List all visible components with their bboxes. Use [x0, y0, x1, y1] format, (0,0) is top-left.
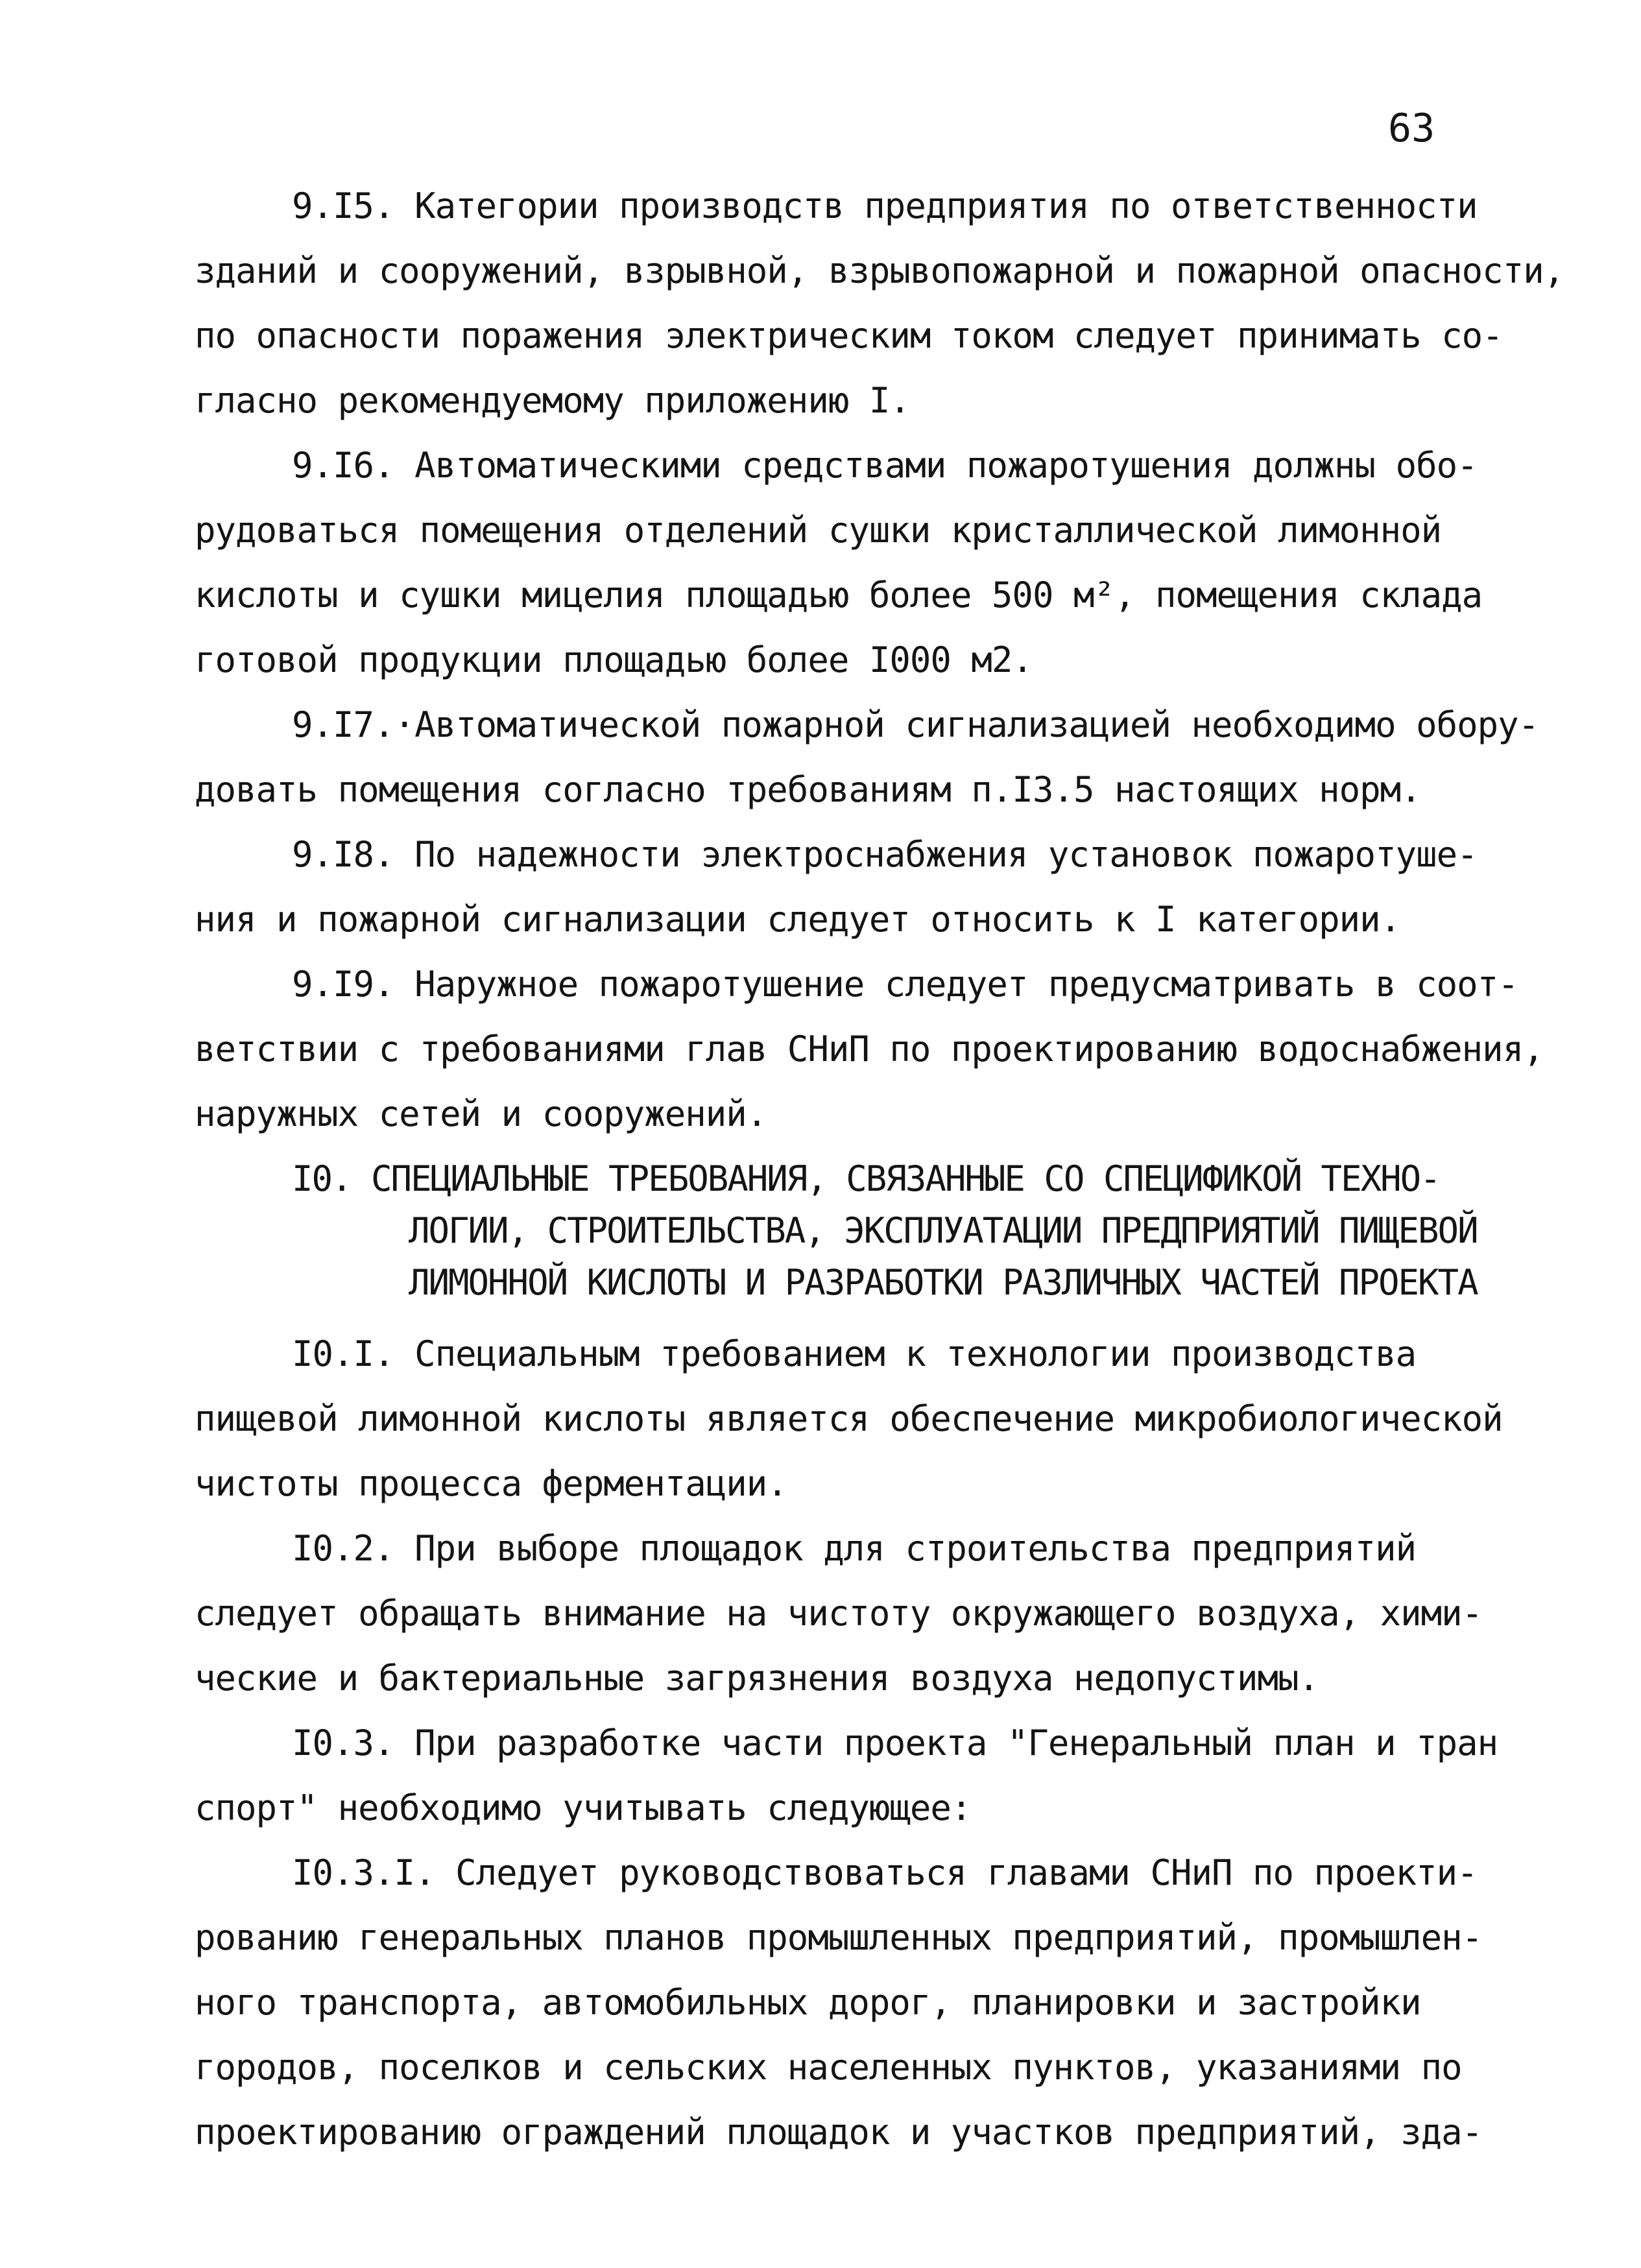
- paragraph-9-19-line-1: 9.I9. Наружное пожаротушение следует предусматривать в соот-: [292, 964, 1518, 1005]
- paragraph-10-1-line-2: пищевой лимонной кислоты является обеспечение микробиологической: [195, 1398, 1503, 1439]
- paragraph-9-15-line-3: по опасности поражения электрическим током следует принимать со-: [195, 315, 1503, 356]
- paragraph-10-3-1-line-2: рованию генеральных планов промышленных предприятий, промышлен-: [195, 1917, 1483, 1958]
- paragraph-9-18-line-1: 9.I8. По надежности электроснабжения установок пожаротуше-: [292, 834, 1478, 875]
- paragraph-10-2-line-3: ческие и бактериальные загрязнения воздуха недопустимы.: [195, 1658, 1319, 1699]
- paragraph-10-1-line-1: I0.I. Специальным требованием к технологии производства: [292, 1333, 1417, 1374]
- paragraph-10-3-1-line-5: проектированию ограждений площадок и участков предприятий, зда-: [195, 2112, 1483, 2153]
- paragraph-9-16-line-1: 9.I6. Автоматическими средствами пожаротушения должны обо-: [292, 445, 1478, 486]
- paragraph-9-17-line-2: довать помещения согласно требованиям п.I3.5 настоящих норм.: [195, 769, 1421, 810]
- paragraph-10-3-line-1: I0.3. При разработке части проекта "Генеральный план и тран: [292, 1723, 1498, 1763]
- paragraph-10-3-line-2: спорт" необходимо учитывать следующее:: [195, 1787, 972, 1828]
- paragraph-10-1-line-3: чистоты процесса ферментации.: [195, 1463, 787, 1504]
- paragraph-9-16-line-2: рудоваться помещения отделений сушки кристаллической лимонной: [195, 510, 1442, 551]
- paragraph-9-17-line-1: 9.I7.·Автоматической пожарной сигнализацией необходимо обору-: [292, 704, 1539, 745]
- paragraph-9-15-line-2: зданий и сооружений, взрывной, взрывопожарной и пожарной опасности,: [195, 250, 1564, 291]
- paragraph-9-15-line-1: 9.I5. Категории производств предприятия по ответственности: [292, 185, 1478, 226]
- section-10-heading-line-2: ЛОГИИ, СТРОИТЕЛЬСТВА, ЭКСПЛУАТАЦИИ ПРЕДПРИЯТИЙ ПИЩЕВОЙ: [409, 1210, 1478, 1251]
- paragraph-10-3-1-line-4: городов, поселков и сельских населенных пунктов, указаниями по: [195, 2047, 1462, 2088]
- paragraph-9-16-line-4: готовой продукции площадью более I000 м2.: [195, 639, 1033, 680]
- paragraph-9-19-line-3: наружных сетей и сооружений.: [195, 1093, 767, 1134]
- paragraph-9-16-line-3: кислоты и сушки мицелия площадью более 500 м², помещения склада: [195, 575, 1483, 615]
- section-10-heading-line-3: ЛИМОННОЙ КИСЛОТЫ И РАЗРАБОТКИ РАЗЛИЧНЫХ ЧАСТЕЙ ПРОЕКТА: [409, 1262, 1478, 1303]
- paragraph-9-19-line-2: ветствии с требованиями глав СНиП по проектированию водоснабжения,: [195, 1029, 1544, 1069]
- paragraph-10-2-line-1: I0.2. При выборе площадок для строительства предприятий: [292, 1528, 1417, 1569]
- page-number: 63: [1388, 106, 1435, 151]
- section-10-heading-line-1: I0. СПЕЦИАЛЬНЫЕ ТРЕБОВАНИЯ, СВЯЗАННЫЕ СО СПЕЦИФИКОЙ ТЕХНО-: [292, 1158, 1440, 1199]
- paragraph-10-2-line-2: следует обращать внимание на чистоту окружающего воздуха, хими-: [195, 1593, 1483, 1634]
- paragraph-10-3-1-line-1: I0.3.I. Следует руководствоваться главами СНиП по проекти-: [292, 1852, 1478, 1893]
- paragraph-9-15-line-4: гласно рекомендуемому приложению I.: [195, 380, 910, 421]
- paragraph-9-18-line-2: ния и пожарной сигнализации следует относить к I категории.: [195, 899, 1401, 940]
- paragraph-10-3-1-line-3: ного транспорта, автомобильных дорог, планировки и застройки: [195, 1982, 1421, 2023]
